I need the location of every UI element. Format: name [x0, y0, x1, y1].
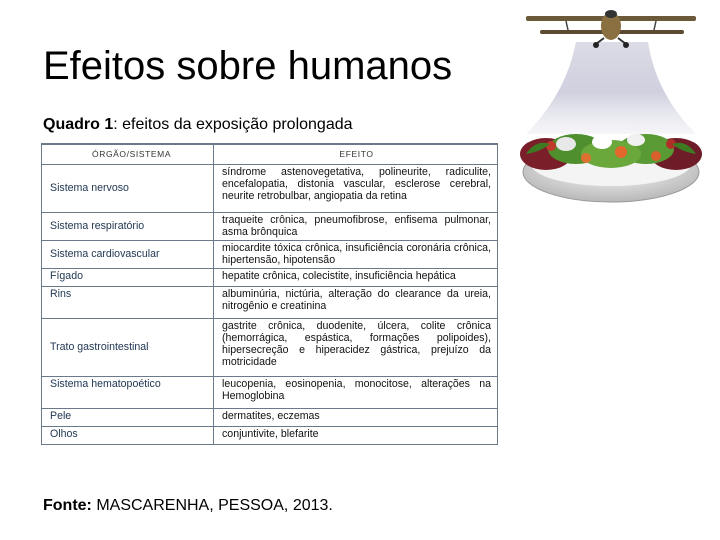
- source-note: [43, 497, 333, 515]
- organ-cell: Sistema cardiovascular: [42, 241, 214, 269]
- organ-cell: Rins: [42, 287, 214, 319]
- effects-table: [41, 143, 498, 445]
- table-row: [42, 377, 498, 409]
- effect-cell: miocardite tóxica crônica, insuficiência coronária crônica, hipertensão, hipotensão: [214, 241, 498, 269]
- header-effect: EFEITO: [214, 144, 498, 165]
- table-row: [42, 165, 498, 213]
- organ-cell: Pele: [42, 409, 214, 427]
- airplane-salad-illustration: [506, 4, 714, 216]
- organ-cell: Sistema respiratório: [42, 213, 214, 241]
- organ-cell: Sistema nervoso: [42, 165, 214, 213]
- table-row: [42, 319, 498, 377]
- effect-cell: traqueite crônica, pneumofibrose, enfisema pulmonar, asma brônquica: [214, 213, 498, 241]
- table-header-row: [42, 144, 498, 165]
- source-text: MASCARENHA, PESSOA, 2013.: [91, 497, 333, 514]
- effect-cell: dermatites, eczemas: [214, 409, 498, 427]
- caption-text: : efeitos da exposição prolongada: [113, 116, 353, 133]
- effect-cell: síndrome astenovegetativa, polineurite, radiculite, encefalopatia, distonia vascular, esclerose cerebral, neurite retrobulbar, angiopatia da retina: [214, 165, 498, 213]
- spray-cloud: [526, 42, 696, 134]
- slide-title: Efeitos sobre humanos: [43, 44, 453, 88]
- source-label: Fonte:: [43, 497, 92, 514]
- salad: [520, 134, 702, 170]
- table-row: [42, 241, 498, 269]
- organ-cell: Trato gastrointestinal: [42, 319, 214, 377]
- table-row: [42, 269, 498, 287]
- table-row: [42, 213, 498, 241]
- effect-cell: hepatite crônica, colecistite, insuficiência hepática: [214, 269, 498, 287]
- effect-cell: conjuntivite, blefarite: [214, 427, 498, 445]
- effect-cell: gastrite crônica, duodenite, úlcera, colite crônica (hemorrágica, espástica, formações polipoides), hipersecreção e hiperacidez gástrica, prejuízo da motricidade: [214, 319, 498, 377]
- table-row: [42, 409, 498, 427]
- organ-cell: Olhos: [42, 427, 214, 445]
- caption-label: Quadro 1: [43, 116, 114, 133]
- organ-cell: Fígado: [42, 269, 214, 287]
- organ-cell: Sistema hematopoético: [42, 377, 214, 409]
- table-row: [42, 427, 498, 445]
- effect-cell: albuminúria, nictúria, alteração do clearance da ureia, nitrogênio e creatinina: [214, 287, 498, 319]
- table-row: [42, 287, 498, 319]
- header-organ: ÓRGÃO/SISTEMA: [42, 144, 214, 165]
- table-caption: [43, 116, 353, 134]
- effect-cell: leucopenia, eosinopenia, monocitose, alterações na Hemoglobina: [214, 377, 498, 409]
